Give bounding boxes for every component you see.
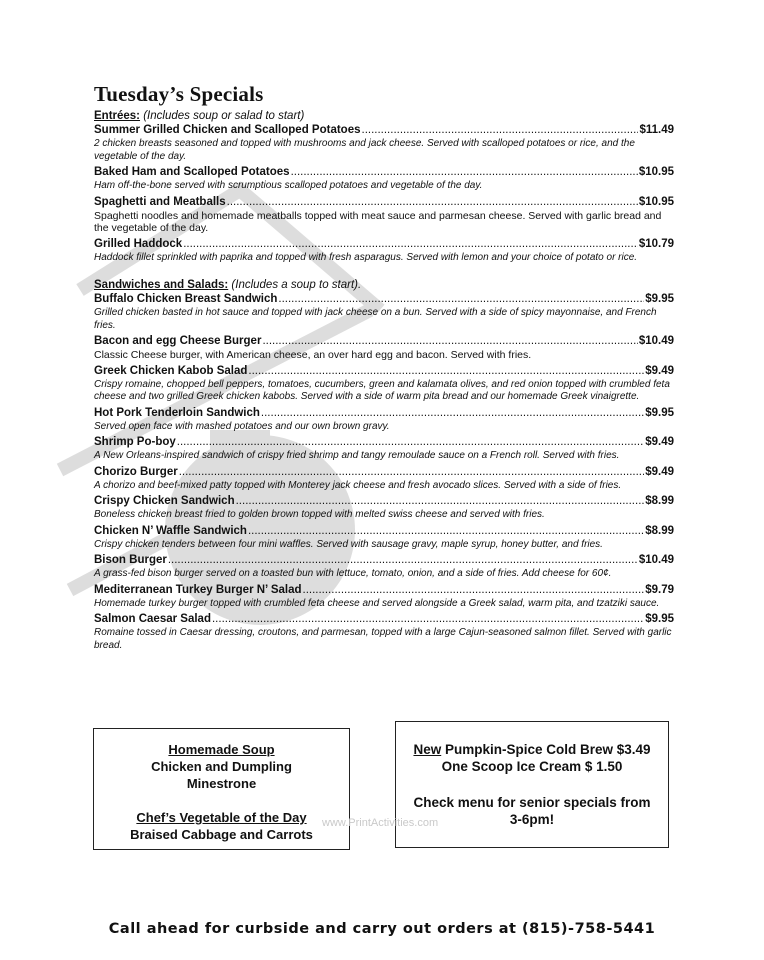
item-price: $9.49 [645,436,674,448]
menu-item [94,123,674,163]
item-price: $8.99 [645,495,674,507]
menu-item [94,494,674,522]
item-description: 2 chicken breasts seasoned and topped with mushrooms and jack cheese. Served with scalloped potatoes or rice, and the vegetable of the day. [94,138,635,162]
new-drink-line [396,741,668,758]
item-name: Chicken N’ Waffle Sandwich [94,524,247,537]
item-name: Buffalo Chicken Breast Sandwich [94,293,278,305]
menu-item [94,465,674,493]
item-price: $9.79 [645,583,674,596]
item-price: $10.95 [638,166,674,178]
item-name: Crispy Chicken Sandwich [94,495,235,507]
item-price: $9.95 [645,613,674,625]
sandwiches-note: (Includes a soup to start). [228,279,362,291]
menu-page [94,82,674,654]
item-price: $10.49 [638,335,674,347]
leader-dots [168,553,638,567]
sandwiches-list [94,292,674,652]
vegetable-heading: Chef’s Vegetable of the Day [136,810,307,825]
menu-item [94,292,674,332]
new-drink: Pumpkin-Spice Cold Brew $3.49 [441,742,651,757]
leader-dots [261,406,644,420]
item-price: $9.49 [645,364,674,377]
item-description: Romaine tossed in Caesar dressing, croutons, and parmesan, topped with a large Cajun-seasoned salmon fillet. Served with garlic bread. [94,627,672,651]
entrees-note: (Includes soup or salad to start) [140,110,305,122]
entrees-heading [94,109,674,123]
menu-item [94,364,674,404]
soup-vegetable-box [93,728,350,850]
item-name: Spaghetti and Meatballs [94,195,226,208]
item-name: Mediterranean Turkey Burger N’ Salad [94,583,302,596]
item-price: $9.95 [645,293,674,305]
vegetable-option: Braised Cabbage and Carrots [130,827,313,842]
menu-item [94,553,674,581]
leader-dots [248,364,644,378]
entrees-label: Entrées: [94,110,141,122]
item-name: Hot Pork Tenderloin Sandwich [94,406,260,419]
item-description: Homemade turkey burger topped with crumbled feta cheese and served alongside a Greek salad, warm pita, and tzatziki sauce. [94,597,660,609]
item-price: $11.49 [639,124,674,136]
item-description: A chorizo and beef-mixed patty topped with Monterey jack cheese and fresh avocado slices. Served with a side of fries. [94,479,622,491]
menu-item [94,583,674,611]
leader-dots [248,524,644,538]
menu-item [94,237,674,265]
item-description: Served open face with mashed potatoes and our own brown gravy. [94,420,390,432]
item-name: Chorizo Burger [94,465,178,478]
menu-item [94,165,674,193]
menu-item [94,406,674,434]
leader-dots [212,612,644,626]
new-label: New [413,742,442,757]
item-description: Classic Cheese burger, with American cheese, an over hard egg and bacon. Served with fries. [94,349,532,361]
item-name: Greek Chicken Kabob Salad [94,364,248,377]
leader-dots [236,494,645,508]
watermark-url: www.PrintActivities.com [322,817,439,829]
senior-specials-line: Check menu for senior specials from [413,795,651,810]
soup-option: Chicken and Dumpling [151,759,292,774]
item-price: $10.79 [638,237,674,250]
entrees-list [94,123,674,264]
item-price: $10.49 [638,554,674,566]
item-name: Bison Burger [94,554,167,566]
item-price: $8.99 [645,524,674,537]
item-description: Boneless chicken breast fried to golden brown topped with melted swiss cheese and served with fries. [94,509,545,520]
soup-heading: Homemade Soup [168,742,275,757]
ice-cream-line: One Scoop Ice Cream $ 1.50 [441,759,623,774]
menu-item [94,435,674,463]
item-price: $10.95 [638,195,674,208]
leader-dots [183,237,638,251]
sandwiches-heading [94,278,674,292]
item-description: Spaghetti noodles and homemade meatballs topped with meat sauce and parmesan cheese. Served with garlic bread and the vegetable of the day. [94,209,662,234]
item-name: Salmon Caesar Salad [94,613,211,625]
leader-dots [291,165,638,179]
item-description: A grass-fed bison burger served on a toasted bun with lettuce, tomato, onion, and a side of fries. Add cheese for 60¢. [94,568,612,579]
item-name: Summer Grilled Chicken and Scalloped Potatoes [94,124,361,136]
leader-dots [179,465,645,479]
leader-dots [303,583,645,597]
menu-item [94,195,674,235]
leader-dots [262,334,637,348]
item-name: Baked Ham and Scalloped Potatoes [94,166,290,178]
menu-item [94,524,674,552]
soup-option: Minestrone [186,776,257,791]
senior-specials-hours: 3-6pm! [509,812,555,827]
item-name: Shrimp Po-boy [94,436,176,448]
item-description: Ham off-the-bone served with scrumptious scalloped potatoes and vegetable of the day. [94,180,483,191]
menu-item [94,334,674,362]
footer-phone-line: Call ahead for curbside and carry out orders at (815)-758-5441 [108,921,656,937]
item-price: $9.95 [645,406,674,419]
item-name: Grilled Haddock [94,237,183,250]
leader-dots [362,123,639,137]
leader-dots [177,435,644,449]
item-description: A New Orleans-inspired sandwich of crispy fried shrimp and tangy remoulade sauce on a French roll. Served with fries. [94,450,620,461]
item-description: Haddock fillet sprinkled with paprika and topped with fresh asparagus. Served with lemon and your choice of potato or rice. [94,251,638,263]
item-price: $9.49 [645,465,674,478]
sandwiches-label: Sandwiches and Salads: [94,279,229,291]
item-description: Grilled chicken basted in hot sauce and topped with jack cheese on a bun. Served with a side of spicy mayonnaise, and French fries. [94,307,657,331]
leader-dots [278,292,644,306]
page-title: Tuesday’s Specials [94,82,264,106]
item-description: Crispy chicken tenders between four mini waffles. Served with sausage gravy, maple syrup, honey butter, and fries. [94,538,603,550]
leader-dots [227,195,638,209]
menu-item [94,612,674,652]
item-description: Crispy romaine, chopped bell peppers, tomatoes, cucumbers, green and kalamata olives, and red onion topped with crumbled feta cheese and two grilled Greek chicken kabobs. Served with a side of warm pita bread and our homemade Greek vinaigrette. [94,378,670,402]
item-name: Bacon and egg Cheese Burger [94,335,262,347]
